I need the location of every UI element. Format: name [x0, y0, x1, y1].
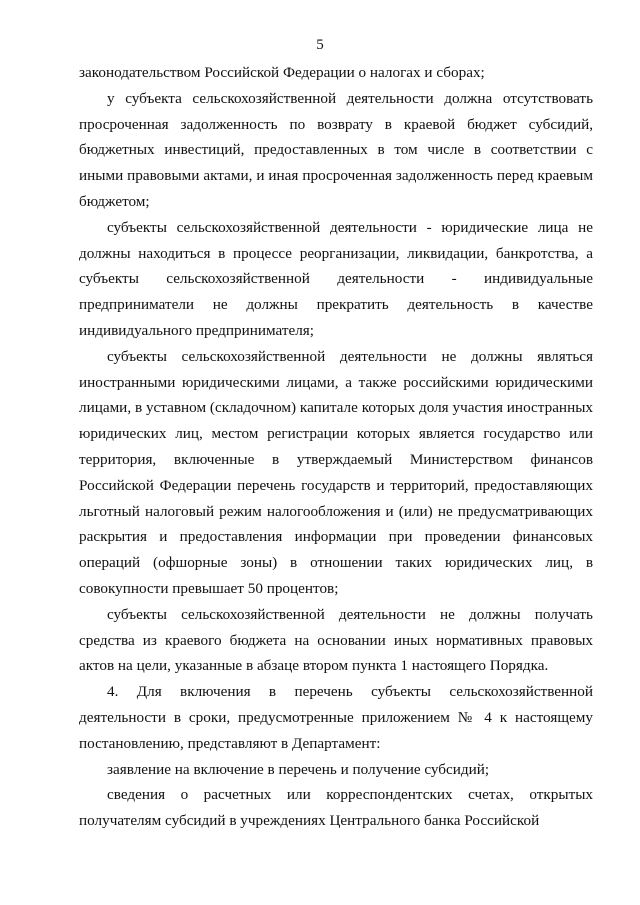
paragraph-application: заявление на включение в перечень и получение субсидий;: [107, 760, 490, 778]
paragraph-item-4-inclusion: 4. Для включения в перечень субъекты сельскохозяйственной деятельности в сроки, предусмотренные приложением № 4 к настоящему постановлению, представляют в Департамент:: [79, 683, 593, 752]
paragraph-bank-account-info: сведения о расчетных или корреспондентских счетах, открытых получателям субсидий в учреждениях Центрального банка Российской: [79, 786, 593, 830]
paragraph-not-foreign-entities: субъекты сельскохозяйственной деятельности не должны являться иностранными юридическими лицами, а также российскими юридическими лицами, в уставном (складочном) капитале которых доля участия иностранных юридических лиц, местом регистрации которых является государство или территория, включенные в утверждаемый Министерством финансов Российской Федерации перечень государств и территорий, предоставляющих льготный налоговый режим налогообложения и (или) не предусматривающих раскрытия и предоставления информации при проведении финансовых операций (офшорные зоны) в отношении таких юридических лиц, в совокупности превышает 50 процентов;: [79, 347, 593, 597]
paragraph-no-other-budget-funds: субъекты сельскохозяйственной деятельности не должны получать средства из краевого бюджета на основании иных нормативных правовых актов на цели, указанные в абзаце втором пункта 1 настоящего Порядка.: [79, 605, 593, 675]
page-number: 5: [316, 37, 324, 53]
paragraph-tax-legislation-end: законодательством Российской Федерации о налогах и сборах;: [79, 64, 485, 81]
document-body: [79, 60, 593, 834]
paragraph-no-overdue-debt: у субъекта сельскохозяйственной деятельности должна отсутствовать просроченная задолженность по возврату в краевой бюджет субсидий, бюджетных инвестиций, предоставленных в том числе в соответствии с иными правовыми актами, и иная просроченная задолженность перед краевым бюджетом;: [79, 89, 593, 210]
paragraph-no-reorganization: субъекты сельскохозяйственной деятельности - юридические лица не должны находиться в процессе реорганизации, ликвидации, банкротства, а субъекты сельскохозяйственной деятельности - индивидуальные предприниматели не должны прекратить деятельность в качестве индивидуального предпринимателя;: [79, 218, 593, 339]
